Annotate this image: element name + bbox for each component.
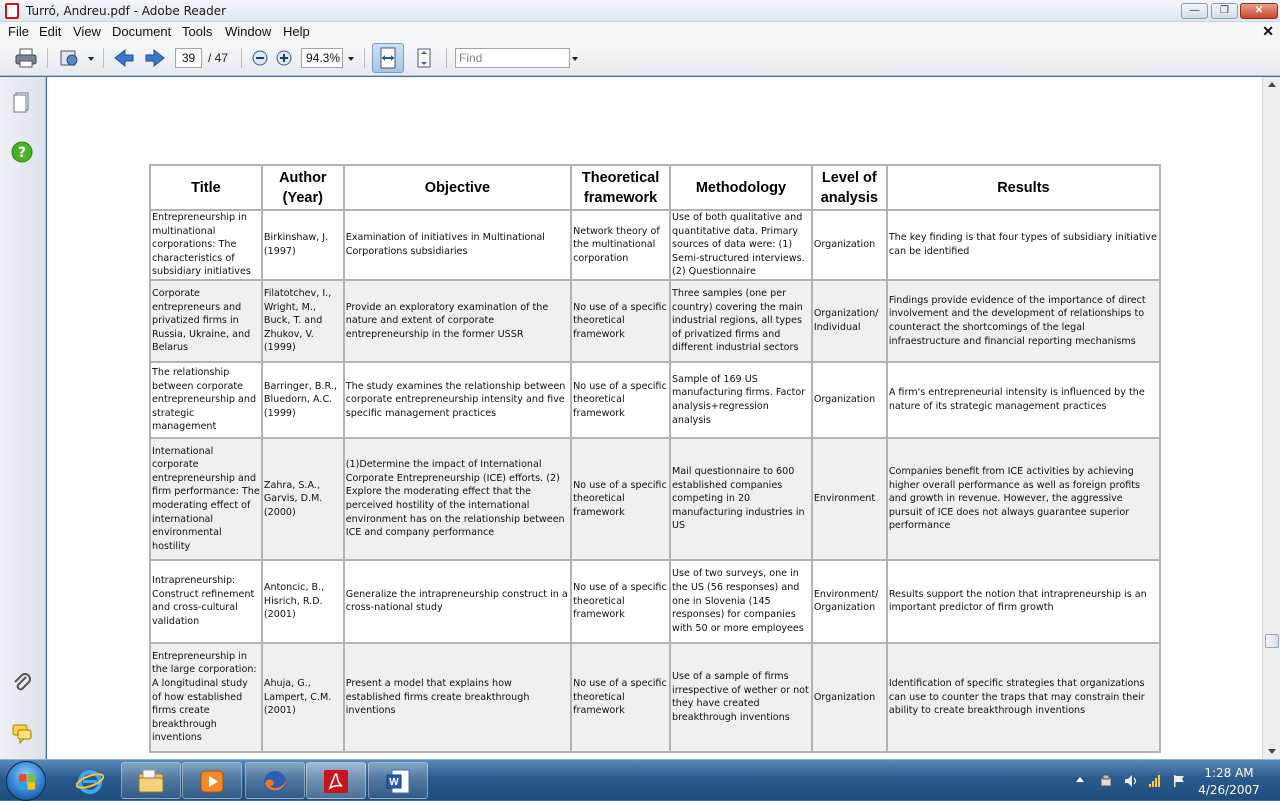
close-button[interactable] [1240,3,1278,19]
fit-page-icon[interactable] [412,47,436,69]
menu-tools[interactable]: Tools [182,24,213,39]
table-header-row [150,165,1160,210]
zoom-level-input[interactable]: 94.3% [301,48,343,68]
toolbar-divider [103,48,104,68]
document-page [47,77,1262,759]
document-close-icon[interactable]: ✕ [1262,23,1274,39]
pages-icon[interactable] [11,91,33,113]
adobe-reader-icon [322,768,350,795]
folder-icon [137,768,165,795]
clock-date[interactable]: 4/26/2007 [1198,783,1260,797]
clock-time[interactable]: 1:28 AM [1204,766,1254,780]
cell-level: Organization [812,362,887,438]
table-row [150,438,1160,560]
cell-title: The relationship between corporate entrepreneurship and strategic management [150,362,262,438]
adobe-reader-icon [5,3,19,19]
windows-logo-icon [19,774,35,790]
cell-methodology: Sample of 169 US manufacturing firms. Factor analysis+regression analysis [670,362,812,438]
toolbar-divider [446,48,447,68]
taskbar [0,759,1280,800]
taskbar-media-player[interactable] [182,762,242,799]
table-row [150,362,1160,438]
start-button[interactable] [6,761,46,801]
word-icon [384,768,412,795]
select-hand-tool-icon[interactable] [58,47,82,69]
zoom-in-icon[interactable] [273,47,297,69]
menu-bar [0,22,1280,41]
literature-review-table [149,164,1161,753]
media-player-icon [198,768,226,795]
minimize-icon: — [1189,5,1200,16]
fit-width-button[interactable] [372,43,404,73]
chevron-down-icon[interactable] [88,57,94,61]
cell-framework: No use of a specific theoretical framework [571,280,670,362]
menu-help[interactable]: Help [283,24,310,39]
toolbar [0,41,1280,76]
taskbar-word[interactable] [368,762,428,799]
cell-results: A firm's entrepreneurial intensity is influenced by the nature of its strategic management practices [887,362,1160,438]
cell-objective: Examination of initiatives in Multinational Corporations subsidiaries [344,210,571,280]
cell-framework: No use of a specific theoretical framework [571,362,670,438]
title-bar [0,0,1280,22]
table-row [150,210,1160,280]
cell-objective: (1)Determine the impact of International Corporate Entrepreneurship (ICE) efforts. (2) Explore the moderating effect that the perceived hostility of the international environment has on the relationship between ICE and company performance [344,438,571,560]
internet-explorer-icon [76,768,104,795]
restore-icon: ❐ [1220,5,1229,16]
menu-window[interactable]: Window [225,24,272,39]
firefox-icon [261,768,289,795]
scroll-down-icon[interactable] [1268,749,1276,754]
taskbar-firefox[interactable] [245,762,305,799]
show-hidden-icons-icon[interactable] [1076,777,1084,782]
network-signal-icon[interactable] [1148,774,1162,788]
cell-objective: Generalize the intrapreneurship construct in a cross-national study [344,560,571,643]
action-center-flag-icon[interactable] [1172,774,1186,788]
header-author: Author (Year) [262,165,344,210]
header-results: Results [887,165,1160,210]
page-total: / 47 [208,51,229,65]
maximize-button[interactable] [1211,3,1238,19]
next-page-icon[interactable] [143,47,167,69]
previous-page-icon[interactable] [112,47,136,69]
help-icon[interactable] [11,141,33,163]
cell-level: Organization [812,210,887,280]
cell-methodology: Mail questionnaire to 600 established companies competing in 20 manufacturing industries in US [670,438,812,560]
cell-objective: The study examines the relationship between corporate entrepreneurship intensity and five specific management practices [344,362,571,438]
header-methodology: Methodology [670,165,812,210]
fit-width-icon [373,44,403,72]
taskbar-adobe-reader[interactable] [306,762,366,799]
cell-author: Zahra, S.A., Garvis, D.M. (2000) [262,438,344,560]
page-number-input[interactable]: 39 [175,48,202,68]
cell-title: Entrepreneurship in multinational corporations: The characteristics of subsidiary initiatives [150,210,262,280]
cell-framework: No use of a specific theoretical framework [571,438,670,560]
volume-icon[interactable] [1124,774,1138,788]
cell-results: The key finding is that four types of subsidiary initiative can be identified [887,210,1160,280]
table-row [150,643,1160,752]
table-row [150,280,1160,362]
svg-text:?: ? [17,145,27,161]
header-title: Title [150,165,262,210]
toolbar-divider [47,48,48,68]
cell-title: Corporate entrepreneurs and privatized firms in Russia, Ukraine, and Belarus [150,280,262,362]
cell-objective: Present a model that explains how established firms create breakthrough inventions [344,643,571,752]
cell-methodology: Use of a sample of firms irrespective of wether or not they have created breakthrough inventions [670,643,812,752]
chevron-down-icon[interactable] [348,57,354,61]
safely-remove-hardware-icon[interactable] [1099,774,1113,788]
cell-results: Findings provide evidence of the importance of direct involvement and the development of relationships to counteract the shortcomings of the legal infraestructure and financial reporting mechanisms [887,280,1160,362]
scroll-up-icon[interactable] [1268,82,1276,87]
table-row [150,560,1160,643]
menu-view[interactable]: View [73,24,101,39]
attachment-icon[interactable] [11,672,33,694]
cell-level: Environment/ Organization [812,560,887,643]
cell-author: Barringer, B.R., Bluedorn, A.C. (1999) [262,362,344,438]
close-icon: ✕ [1254,5,1264,16]
cell-title: Entrepreneurship in the large corporation: A longitudinal study of how established firms create breakthrough inventions [150,643,262,752]
cell-results: Companies benefit from ICE activities by achieving higher overall performance as well as foreign profits and growth in revenue. However, the aggressive pursuit of ICE does not always guarantee superior performance [887,438,1160,560]
header-level: Level of analysis [812,165,887,210]
print-icon[interactable] [14,47,38,69]
cell-title: International corporate entrepreneurship and firm performance: The moderating effect of international environmental hostility [150,438,262,560]
taskbar-internet-explorer[interactable] [60,762,120,799]
menu-edit[interactable]: Edit [39,24,62,39]
header-framework: Theoretical framework [571,165,670,210]
cell-level: Environment [812,438,887,560]
navigation-sidebar [0,77,46,759]
cell-objective: Provide an exploratory examination of the nature and extent of corporate entrepreneurship in the former USSR [344,280,571,362]
svg-text:W: W [389,777,399,788]
chevron-down-icon[interactable] [572,57,578,61]
cell-methodology: Use of two surveys, one in the US (56 responses) and one in Slovenia (145 responses) for companies with 50 or more employees [670,560,812,643]
cell-results: Identification of specific strategies that organizations can use to counter the traps that may constrain their ability to create breakthrough inventions [887,643,1160,752]
window-title: Turró, Andreu.pdf - Adobe Reader [26,4,227,18]
cell-level: Organization/ Individual [812,280,887,362]
menu-document[interactable]: Document [112,24,172,39]
menu-file[interactable]: File [8,24,29,39]
scrollbar-thumb[interactable] [1265,634,1279,648]
header-objective: Objective [344,165,571,210]
taskbar-explorer[interactable] [121,762,181,799]
cell-results: Results support the notion that intrapreneurship is an important predictor of firm growth [887,560,1160,643]
cell-level: Organization [812,643,887,752]
cell-framework: Network theory of the multinational corporation [571,210,670,280]
cell-author: Antoncic, B., Hisrich, R.D. (2001) [262,560,344,643]
cell-framework: No use of a specific theoretical framework [571,560,670,643]
cell-author: Ahuja, G., Lampert, C.M. (2001) [262,643,344,752]
minimize-button[interactable] [1181,3,1208,19]
comments-icon[interactable] [11,722,33,744]
find-input[interactable]: Find [455,48,570,68]
cell-title: Intrapreneurship: Construct refinement and cross-cultural validation [150,560,262,643]
cell-author: Birkinshaw, J. (1997) [262,210,344,280]
cell-methodology: Use of both qualitative and quantitative data. Primary sources of data were: (1) Semi-structured interviews. (2) Questionnaire [670,210,812,280]
cell-methodology: Three samples (one per country) covering the main industrial regions, all types of privatized firms and different industrial sectors [670,280,812,362]
toolbar-divider [241,48,242,68]
cell-author: Filatotchev, I., Wright, M., Buck, T. and Zhukov, V. (1999) [262,280,344,362]
vertical-scrollbar[interactable] [1262,77,1280,759]
toolbar-divider [364,48,365,68]
zoom-out-icon[interactable] [249,47,273,69]
cell-framework: No use of a specific theoretical framework [571,643,670,752]
